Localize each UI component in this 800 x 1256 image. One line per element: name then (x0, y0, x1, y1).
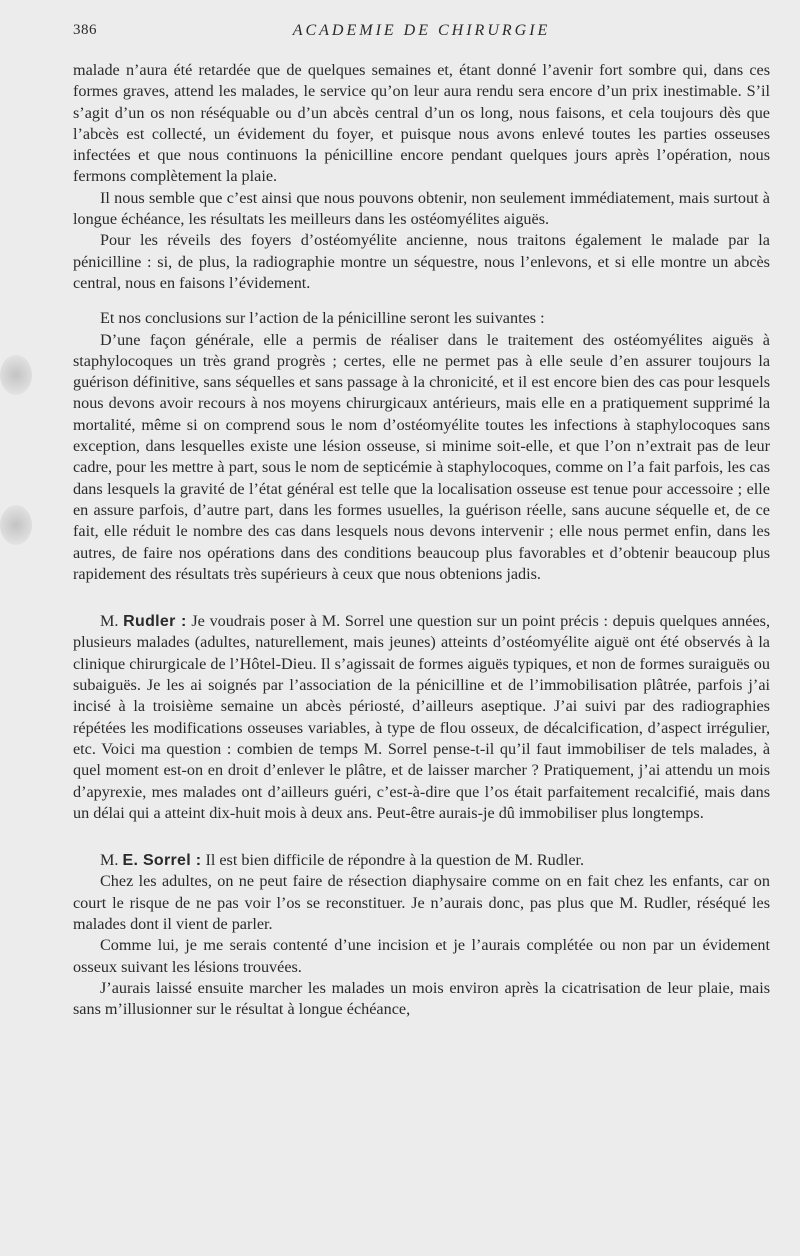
paragraph: malade n’aura été retardée que de quelques semaines et, étant donné l’avenir fort sombre qui, dans ces formes graves, attend les malades, le service qu’on leur aura rendu sera encore d’un prix inestimable. S’il s’agit d’un os non réséquable ou d’un abcès central d’un os long, nous faisons, et cela toujours dès que l’abcès est collecté, un évidement du foyer, et puisque nous avons enlevé toutes les parties osseuses infectées et que nous continuons la pénicilline encore pendant quelques jours après l’opération, nous fermons complètement la plaie. (73, 61, 770, 186)
paragraph-text: Il est bien difficile de répondre à la question de M. Rudler. (201, 851, 585, 870)
speaker-name: Rudler : (123, 613, 187, 631)
intervention-sorrel (73, 850, 770, 871)
page-header (73, 20, 770, 44)
paragraph: D’une façon générale, elle a permis de réaliser dans le traitement des ostéomyélites aiguës à staphylocoques un très grand progrès ; certes, elle ne permet pas à elle seule d’en assurer toujours la guérison définitive, sans séquelles et sans passage à la chronicité, et il est encore bien des cas pour lesquels nous devons avoir recours à nos moyens chirurgicaux antérieurs, mais elle en a pratiquement supprimé la mortalité, même si on comprend sous le nom d’ostéomyélite toutes les infections à staphylocoques sans exception, dans lesquelles existe une lésion osseuse, si minime soit-elle, et que l’on n’extrait pas de leur cadre, pour les mettre à part, sous le nom de septicémie à staphylocoques, comme on l’a fait parfois, les cas dans lesquels la gravité de l’état général est telle que la localisation osseuse est tenue pour accessoire ; elle en assure parfois, d’autre part, dans les formes usuelles, la guérison réelle, sans aucune séquelle et, de ce fait, elle réduit le nombre des cas dans lesquels nous devons intervenir ; elle nous permet enfin, dans les autres, de faire nos opérations dans des conditions beaucoup plus favorables et d’obtenir beaucoup plus rapidement des résultats très supérieurs à ceux que nous obtenions jadis. (73, 330, 770, 583)
paragraph: Et nos conclusions sur l’action de la pénicilline seront les suivantes : (100, 309, 545, 328)
paragraph: Il nous semble que c’est ainsi que nous pouvons obtenir, non seulement immédiatement, mais surtout à longue échéance, les résultats les meilleurs dans les ostéomyélites aiguës. (73, 188, 770, 229)
speaker-name: E. Sorrel : (122, 852, 202, 870)
speaker-prefix: M. (100, 851, 123, 870)
speaker-prefix: M. (100, 612, 124, 631)
margin-smudge (0, 505, 32, 545)
margin-smudge (0, 355, 32, 395)
page-number: 386 (73, 22, 97, 38)
paragraph-text: Je voudrais poser à M. Sorrel une question sur un point précis : depuis quelques années, plusieurs malades (adultes, naturellement, mais jeunes) atteints d’ostéomyélite aiguë ont été observés à la clinique chirurgicale de l’Hôtel-Dieu. Il s’agissait de formes aiguës typiques, et non de formes suraiguës ou subaiguës. Je les ai soignés par l’association de la pénicilline et de l’immobilisation plâtrée, parfois j’ai incisé à la troisième semaine un abcès périosté, d’ailleurs aseptique. J’ai suivi par des radiographies répétées les modifications osseuses variables, à type de flou osseux, de décalcification, d’aspect irrégulier, etc. Voici ma question : combien de temps M. Sorrel pense-t-il qu’il faut immobiliser de tels malades, à quel moment est-on en droit d’enlever le plâtre, et de laisser marcher ? Pratiquement, j’ai attendu un mois d’apyrexie, mes malades ont d’ailleurs guéri, c’est-à-dire que l’os était parfaitement recalcifié, mais dans un délai qui a atteint dix-huit mois à deux ans. Peut-être aurais-je dû immobiliser plus longtemps. (73, 612, 770, 822)
intervention-rudler (73, 611, 770, 824)
paragraph: Chez les adultes, on ne peut faire de résection diaphysaire comme on en fait chez les enfants, car on court le risque de ne pas voir l’os se reconstituer. Je n’aurais donc, pas plus que M. Rudler, réséqué les malades dont il vient de parler. (73, 872, 770, 933)
paragraph: Pour les réveils des foyers d’ostéomyélite ancienne, nous traitons également le malade par la pénicilline : si, de plus, la radiographie montre un séquestre, nous l’enlevons, et si elle montre un abcès central, nous en faisons l’évidement. (73, 231, 770, 292)
paragraph: Comme lui, je me serais contenté d’une incision et je l’aurais complétée ou non par un évidement osseux suivant les lésions trouvées. (73, 936, 770, 976)
paragraph: J’aurais laissé ensuite marcher les malades un mois environ après la cicatrisation de leur plaie, mais sans m’illusionner sur le résultat à longue échéance, (73, 978, 770, 1019)
running-title: ACADEMIE DE CHIRURGIE (292, 22, 551, 39)
